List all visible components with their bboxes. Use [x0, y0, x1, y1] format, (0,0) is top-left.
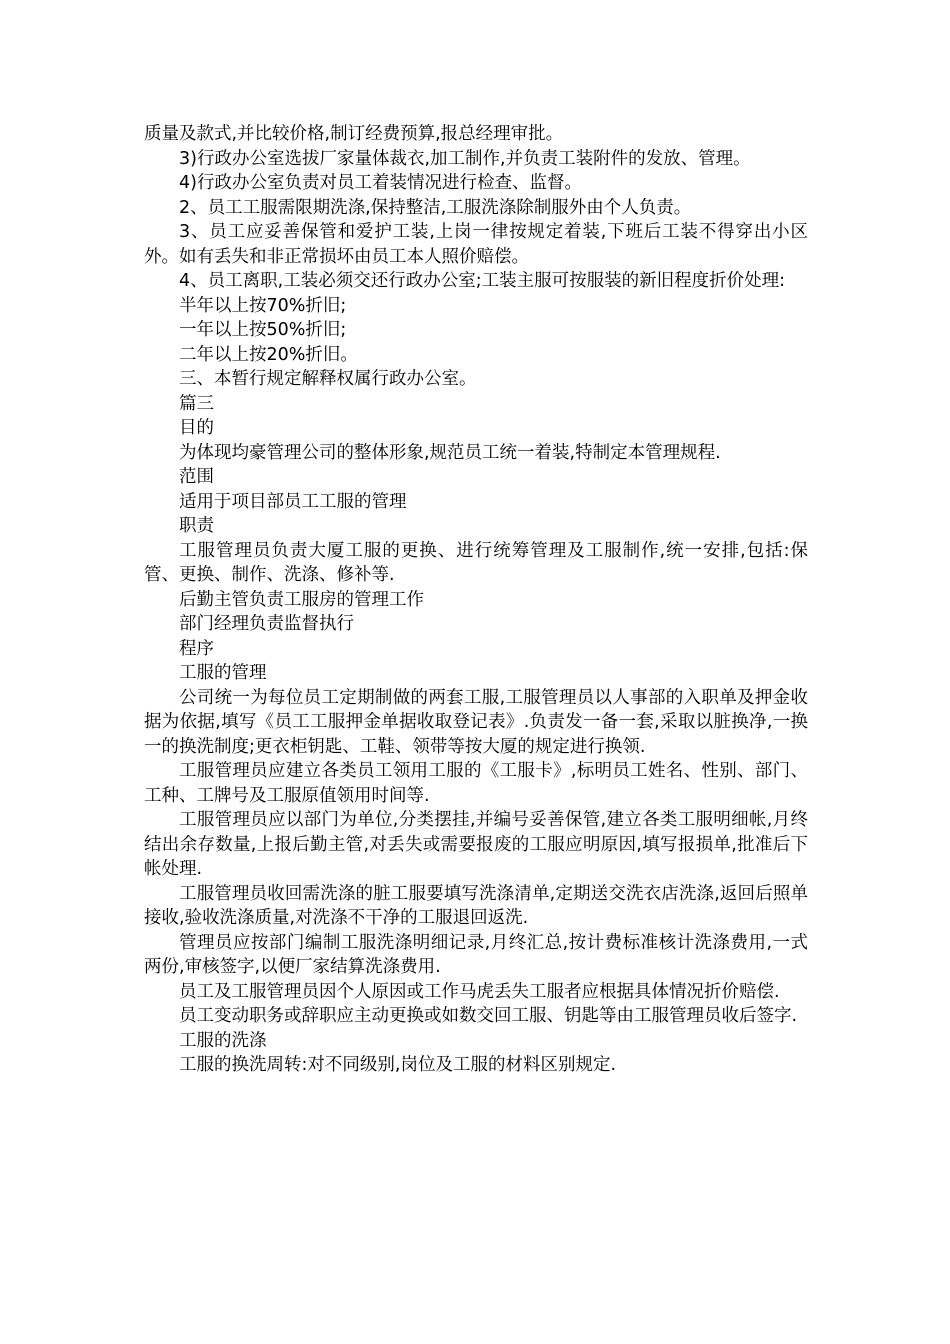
paragraph: 部门经理负责监督执行 — [179, 614, 354, 634]
paragraph: 工服管理员应以部门为单位,分类摆挂,并编号妥善保管,建立各类工服明细帐,月终结出余存数量,上报后勤主管,对丢失或需要报废的工服应明原因,填写报损单,批准后下帐处理. — [144, 810, 808, 879]
section-heading: 职责 — [179, 516, 214, 536]
paragraph: 工服管理员应建立各类员工领用工服的《工服卡》,标明员工姓名、性别、部门、工种、工牌号及工服原值领用时间等. — [144, 761, 808, 806]
paragraph: 质量及款式,并比较价格,制订经费预算,报总经理审批。 — [144, 124, 564, 144]
section-heading: 篇三 — [179, 393, 214, 414]
paragraph: 员工及工服管理员因个人原因或工作马虎丢失工服者应根据具体情况折价赔偿. — [179, 981, 780, 1002]
section-heading: 工服的管理 — [179, 663, 267, 683]
section-heading: 范围 — [179, 467, 214, 487]
paragraph: 适用于项目部员工工服的管理 — [179, 491, 407, 512]
paragraph: 三、本暂行规定解释权属行政办公室。 — [179, 369, 477, 389]
paragraph: 3、员工应妥善保管和爱护工装,上岗一律按规定着装,下班后工装不得穿出小区外。如有丢失和非正常损坏由员工本人照价赔偿。 — [144, 222, 808, 267]
paragraph: 半年以上按70%折旧; — [179, 295, 347, 316]
paragraph: 管理员应按部门编制工服洗涤明细记录,月终汇总,按计费标准核计洗涤费用,一式两份,审核签字,以便厂家结算洗涤费用. — [144, 932, 808, 977]
section-heading: 程序 — [179, 638, 214, 659]
section-heading: 目的 — [179, 418, 214, 438]
document-page — [144, 122, 808, 1078]
paragraph: 3)行政办公室选拔厂家量体裁衣,加工制作,并负责工装附件的发放、管理。 — [179, 148, 751, 169]
section-heading: 工服的洗涤 — [179, 1030, 267, 1051]
paragraph: 2、员工工服需限期洗涤,保持整洁,工服洗涤除制服外由个人负责。 — [179, 197, 692, 218]
paragraph: 4)行政办公室负责对员工着装情况进行检查、监督。 — [179, 173, 582, 193]
paragraph: 工服管理员收回需洗涤的脏工服要填写洗涤清单,定期送交洗衣店洗涤,返回后照单接收,验收洗涤质量,对洗涤不干净的工服退回返洗. — [144, 883, 808, 928]
paragraph: 后勤主管负责工服房的管理工作 — [179, 589, 424, 610]
paragraph: 一年以上按50%折旧; — [179, 320, 347, 340]
paragraph: 工服管理员负责大厦工服的更换、进行统筹管理及工服制作,统一安排,包括:保管、更换、制作、洗涤、修补等. — [144, 540, 808, 585]
paragraph: 4、员工离职,工装必须交还行政办公室;工装主服可按服装的新旧程度折价处理: — [179, 271, 785, 291]
paragraph: 二年以上按20%折旧。 — [179, 344, 358, 365]
paragraph: 工服的换洗周转:对不同级别,岗位及工服的材料区别规定. — [179, 1055, 617, 1075]
paragraph: 为体现均豪管理公司的整体形象,规范员工统一着装,特制定本管理规程. — [179, 442, 721, 463]
paragraph: 公司统一为每位员工定期制做的两套工服,工服管理员以人事部的入职单及押金收据为依据,填写《员工工服押金单据收取登记表》.负责发一备一套,采取以脏换净,一换一的换洗制度;更衣柜钥匙、工鞋、领带等按大厦的规定进行换领. — [144, 687, 808, 757]
paragraph: 员工变动职务或辞职应主动更换或如数交回工服、钥匙等由工服管理员收后签字. — [179, 1006, 798, 1026]
